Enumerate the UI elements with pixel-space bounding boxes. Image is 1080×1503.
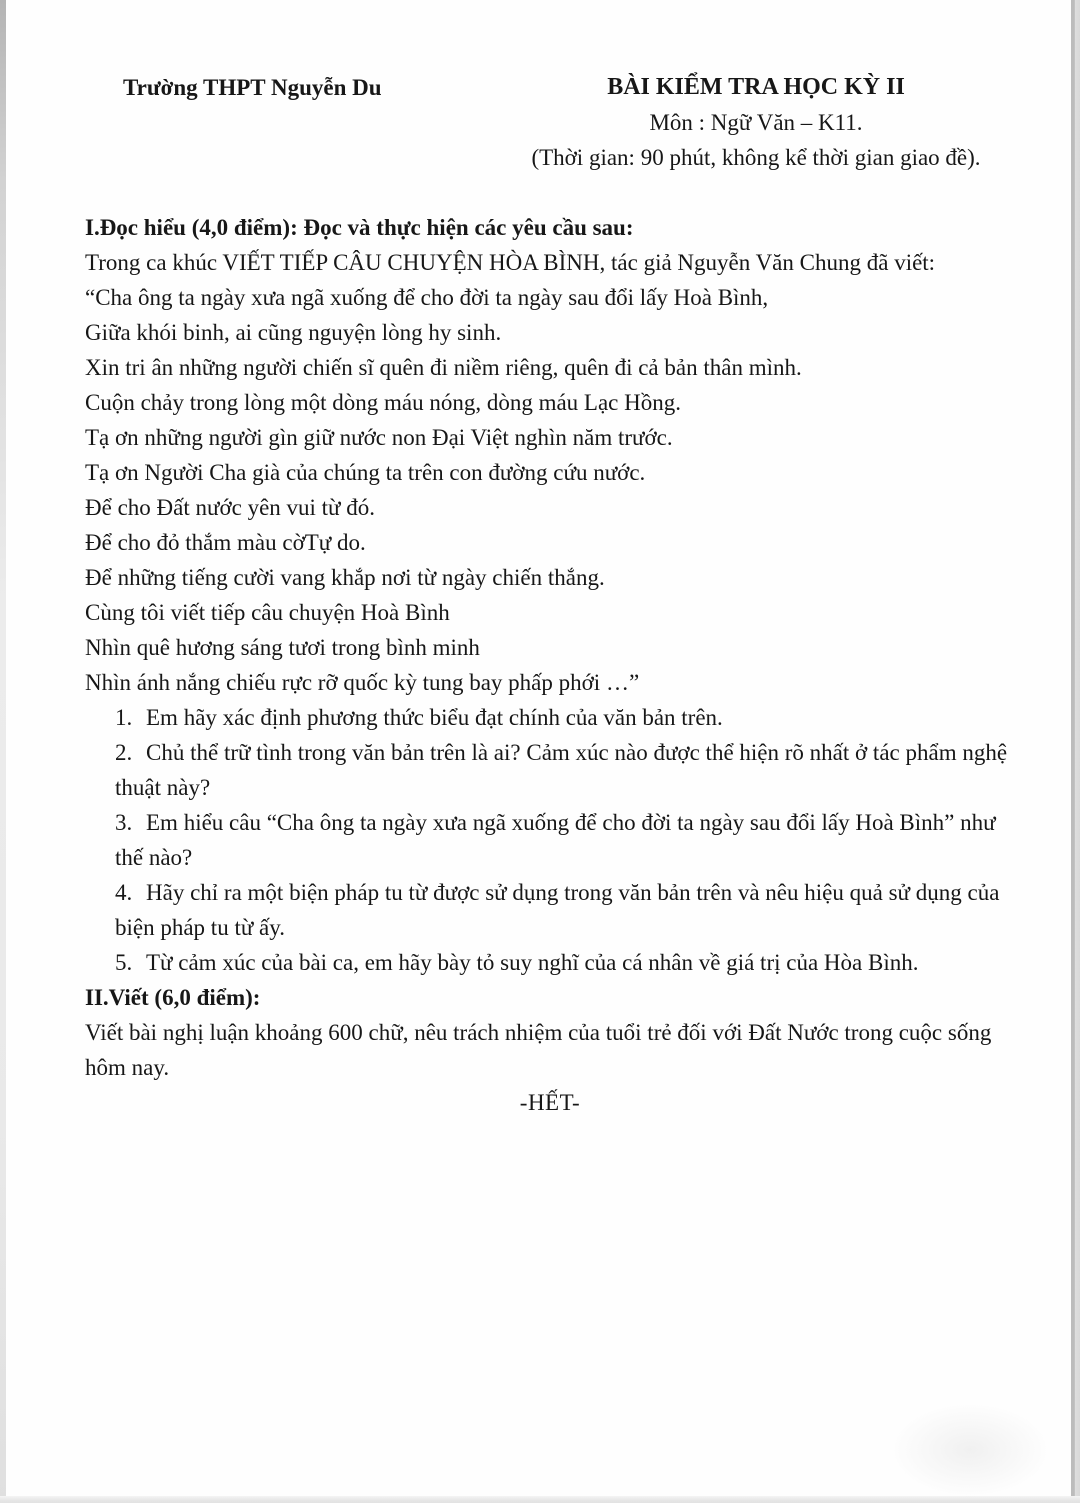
poem-line: Cuộn chảy trong lòng một dòng máu nóng, dòng máu Lạc Hồng. [85,390,682,415]
question-text: Em hãy xác định phương thức biểu đạt chính của văn bản trên. [146,705,723,730]
school-name: Trường THPT Nguyễn Du [123,75,382,100]
section1-intro: Trong ca khúc VIẾT TIẾP CÂU CHUYỆN HÒA BÌNH, tác giả Nguyễn Văn Chung đã viết: [85,250,936,275]
scan-edge-bottom [0,1496,1080,1503]
scan-shadow-artifact [860,1385,1080,1503]
question-number: 1. [115,705,133,730]
exam-document [85,0,1015,1120]
poem-line: “Cha ông ta ngày xưa ngã xuống để cho đời ta ngày sau đổi lấy Hoà Bình, [85,285,769,310]
poem-line: Để cho Đất nước yên vui từ đó. [85,495,376,520]
question-text: Từ cảm xúc của bài ca, em hãy bày tỏ suy nghĩ của cá nhân về giá trị của Hòa Bình. [146,950,919,975]
exam-header-right [515,70,997,175]
poem-block [85,280,1015,700]
section1-heading: I.Đọc hiểu (4,0 điểm): Đọc và thực hiện các yêu cầu sau: [85,215,634,240]
section2-body: Viết bài nghị luận khoảng 600 chữ, nêu trách nhiệm của tuổi trẻ đối với Đất Nước trong cuộc sống hôm nay. [85,1020,992,1080]
poem-line: Tạ ơn những người gìn giữ nước non Đại Việt nghìn năm trước. [85,425,673,450]
scan-edge-right [1071,0,1080,1503]
exam-header [85,70,1015,175]
question-item [85,700,1015,735]
exam-subject: Môn : Ngữ Văn – K11. [649,110,863,135]
question-number: 5. [115,950,133,975]
poem-line: Nhìn ánh nắng chiếu rực rỡ quốc kỳ tung bay phấp phới …” [85,670,640,695]
poem-line: Cùng tôi viết tiếp câu chuyện Hoà Bình [85,600,450,625]
poem-line: Để cho đỏ thắm màu cờTự do. [85,530,366,555]
poem-line: Nhìn quê hương sáng tươi trong bình minh [85,635,480,660]
question-number: 2. [115,740,133,765]
poem-line: Để những tiếng cười vang khắp nơi từ ngày chiến thắng. [85,565,605,590]
poem-line: Giữa khói binh, ai cũng nguyện lòng hy sinh. [85,320,502,345]
question-item [85,875,1015,945]
questions-list [85,700,1015,980]
poem-line: Xin tri ân những người chiến sĩ quên đi niềm riêng, quên đi cả bản thân mình. [85,355,802,380]
question-item [85,805,1015,875]
question-text: Hãy chỉ ra một biện pháp tu từ được sử dụng trong văn bản trên và nêu hiệu quả sử dụng của biện pháp tu từ ấy. [115,880,1000,940]
poem-line: Tạ ơn Người Cha già của chúng ta trên con đường cứu nước. [85,460,646,485]
scan-edge-left [0,0,6,1503]
question-item [85,945,1015,980]
end-mark: -HẾT- [519,1090,581,1115]
question-number: 3. [115,810,133,835]
question-number: 4. [115,880,133,905]
section2-heading: II.Viết (6,0 điểm): [85,985,261,1010]
question-item [85,735,1015,805]
question-text: Chủ thể trữ tình trong văn bản trên là ai? Cảm xúc nào được thể hiện rõ nhất ở tác phẩm nghệ thuật này? [115,740,1008,800]
question-text: Em hiểu câu “Cha ông ta ngày xưa ngã xuống để cho đời ta ngày sau đổi lấy Hoà Bình” như thế nào? [115,810,996,870]
exam-title: BÀI KIỂM TRA HỌC KỲ II [607,74,905,100]
exam-duration: (Thời gian: 90 phút, không kể thời gian giao đề). [531,145,981,170]
